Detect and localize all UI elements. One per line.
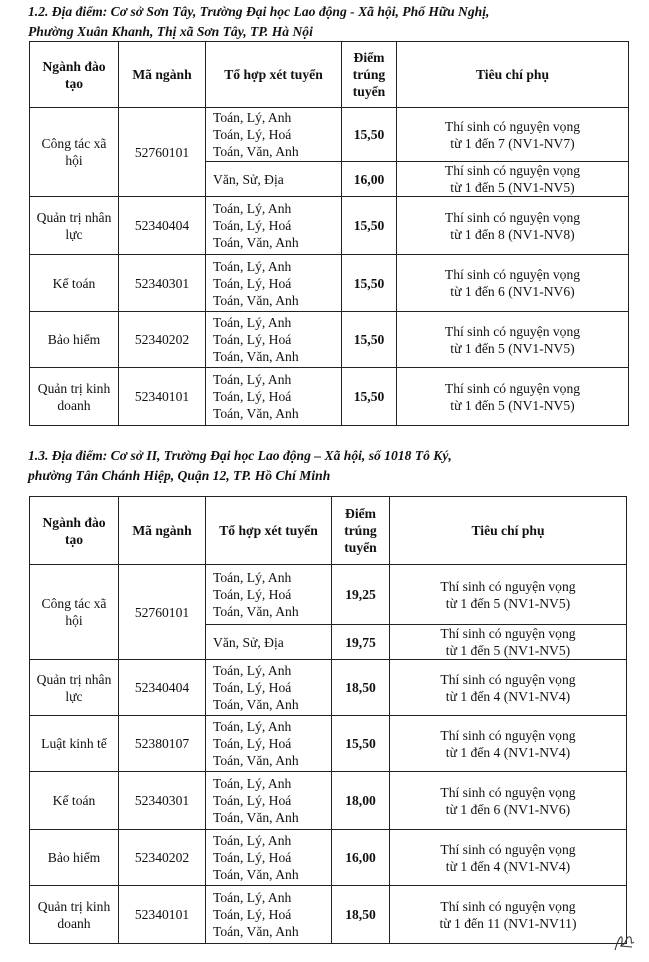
subject-combinations bbox=[206, 660, 332, 716]
subject-combination: Toán, Lý, Anh bbox=[213, 833, 292, 848]
admission-score: 15,50 bbox=[342, 255, 397, 312]
criteria-line1: Thí sinh có nguyện vọng bbox=[444, 163, 581, 178]
subject-combination: Toán, Lý, Hoá bbox=[213, 736, 292, 751]
admission-score: 15,50 bbox=[342, 312, 397, 368]
header-combination: Tổ hợp xét tuyển bbox=[206, 497, 332, 565]
major-name: Kế toán bbox=[30, 255, 119, 312]
table-row bbox=[30, 197, 629, 255]
subject-combination: Toán, Văn, Anh bbox=[213, 867, 299, 882]
admission-score: 19,25 bbox=[332, 565, 390, 625]
criteria-line1: Thí sinh có nguyện vọng bbox=[444, 209, 581, 225]
section-heading-line2: phường Tân Chánh Hiệp, Quận 12, TP. Hồ Chí Minh bbox=[28, 468, 331, 483]
secondary-criteria bbox=[397, 255, 629, 312]
subject-combination: Toán, Lý, Anh bbox=[213, 570, 292, 585]
subject-combination: Toán, Lý, Hoá bbox=[213, 389, 292, 404]
criteria-line2: từ 1 đến 5 (NV1-NV5) bbox=[445, 643, 571, 658]
table-row bbox=[30, 772, 627, 830]
major-name: Luật kinh tế bbox=[30, 716, 119, 772]
subject-combination: Toán, Văn, Anh bbox=[213, 144, 299, 159]
admission-table-son-tay bbox=[29, 41, 629, 426]
subject-combination: Toán, Văn, Anh bbox=[213, 924, 299, 939]
subject-combinations bbox=[206, 368, 342, 426]
criteria-line1: Thí sinh có nguyện vọng bbox=[440, 578, 576, 594]
secondary-criteria bbox=[397, 197, 629, 255]
secondary-criteria bbox=[390, 625, 627, 660]
subject-combination: Toán, Lý, Hoá bbox=[213, 850, 292, 865]
subject-combination: Toán, Lý, Hoá bbox=[213, 275, 292, 291]
subject-combination: Toán, Lý, Anh bbox=[213, 110, 292, 125]
criteria-line1: Thí sinh có nguyện vọng bbox=[444, 323, 581, 339]
admission-score: 19,75 bbox=[332, 625, 390, 660]
subject-combinations bbox=[206, 197, 342, 255]
major-name: Quản trị nhân lực bbox=[30, 660, 119, 716]
subject-combination: Toán, Lý, Anh bbox=[213, 719, 292, 734]
major-code: 52760101 bbox=[119, 565, 206, 660]
table-row bbox=[30, 886, 627, 944]
table-row bbox=[30, 368, 629, 426]
secondary-criteria bbox=[397, 368, 629, 426]
criteria-line2: từ 1 đến 5 (NV1-NV5) bbox=[450, 180, 575, 195]
subject-combination: Toán, Lý, Anh bbox=[213, 258, 292, 274]
admission-score: 18,50 bbox=[332, 660, 390, 716]
subject-combination: Toán, Lý, Anh bbox=[213, 201, 292, 216]
subject-combinations bbox=[206, 312, 342, 368]
section-heading-line2: Phường Xuân Khanh, Thị xã Sơn Tây, TP. Hà Nội bbox=[28, 24, 313, 39]
subject-combination: Toán, Lý, Hoá bbox=[213, 907, 292, 922]
major-code: 52340202 bbox=[119, 830, 206, 886]
criteria-line2: từ 1 đến 8 (NV1-NV8) bbox=[450, 226, 575, 242]
subject-combinations bbox=[206, 255, 342, 312]
table-header-row bbox=[30, 497, 627, 565]
criteria-line1: Thí sinh có nguyện vọng bbox=[440, 898, 576, 914]
subject-combination: Toán, Lý, Anh bbox=[213, 776, 292, 791]
secondary-criteria bbox=[390, 565, 627, 625]
subject-combination: Toán, Văn, Anh bbox=[213, 753, 299, 768]
table-row bbox=[30, 830, 627, 886]
subject-combinations bbox=[206, 772, 332, 830]
subject-combination: Toán, Văn, Anh bbox=[213, 810, 299, 825]
major-name: Công tác xã hội bbox=[30, 565, 119, 660]
subject-combination: Toán, Văn, Anh bbox=[213, 406, 299, 421]
major-code: 52340301 bbox=[119, 255, 206, 312]
subject-combination: Toán, Văn, Anh bbox=[213, 292, 299, 308]
secondary-criteria bbox=[390, 886, 627, 944]
criteria-line2: từ 1 đến 11 (NV1-NV11) bbox=[439, 915, 577, 931]
subject-combination: Toán, Lý, Hoá bbox=[213, 793, 292, 808]
subject-combination: Văn, Sử, Địa bbox=[213, 171, 284, 187]
initials-signature-icon bbox=[612, 928, 638, 954]
header-score: Điểm trúng tuyển bbox=[332, 497, 390, 565]
subject-combination: Toán, Lý, Hoá bbox=[213, 587, 292, 602]
major-code: 52340301 bbox=[119, 772, 206, 830]
admission-score: 15,50 bbox=[342, 108, 397, 162]
criteria-line1: Thí sinh có nguyện vọng bbox=[444, 118, 581, 134]
section-1-3-heading bbox=[28, 446, 628, 486]
subject-combination: Toán, Lý, Hoá bbox=[213, 218, 292, 233]
subject-combinations bbox=[206, 716, 332, 772]
subject-combination: Toán, Lý, Anh bbox=[213, 315, 292, 330]
major-name: Công tác xã hội bbox=[30, 108, 119, 197]
subject-combination: Toán, Văn, Anh bbox=[213, 235, 299, 250]
subject-combination: Văn, Sử, Địa bbox=[213, 634, 284, 650]
secondary-criteria bbox=[390, 660, 627, 716]
section-heading-line1: 1.2. Địa điểm: Cơ sở Sơn Tây, Trường Đại học Lao động - Xã hội, Phố Hữu Nghị, bbox=[28, 4, 490, 19]
major-name: Quản trị kinh doanh bbox=[30, 886, 119, 944]
secondary-criteria bbox=[390, 716, 627, 772]
table-row bbox=[30, 660, 627, 716]
major-name: Quản trị kinh doanh bbox=[30, 368, 119, 426]
criteria-line1: Thí sinh có nguyện vọng bbox=[444, 267, 581, 282]
header-code: Mã ngành bbox=[119, 42, 206, 108]
admission-table-ho-chi-minh bbox=[29, 496, 627, 944]
criteria-line1: Thí sinh có nguyện vọng bbox=[440, 727, 576, 743]
header-criteria: Tiêu chí phụ bbox=[397, 42, 629, 108]
criteria-line2: từ 1 đến 6 (NV1-NV6) bbox=[450, 284, 575, 299]
subject-combination: Toán, Lý, Hoá bbox=[213, 127, 292, 142]
major-code: 52340101 bbox=[119, 886, 206, 944]
major-code: 52380107 bbox=[119, 716, 206, 772]
criteria-line2: từ 1 đến 4 (NV1-NV4) bbox=[445, 688, 571, 704]
admission-score: 18,50 bbox=[332, 886, 390, 944]
section-1-2-heading bbox=[28, 2, 628, 42]
criteria-line2: từ 1 đến 4 (NV1-NV4) bbox=[445, 744, 571, 760]
subject-combinations bbox=[206, 886, 332, 944]
subject-combinations bbox=[206, 108, 342, 162]
header-major: Ngành đào tạo bbox=[30, 42, 119, 108]
criteria-line2: từ 1 đến 7 (NV1-NV7) bbox=[450, 135, 575, 151]
table-row bbox=[30, 255, 629, 312]
table-row bbox=[30, 312, 629, 368]
subject-combination: Toán, Lý, Anh bbox=[213, 372, 292, 387]
subject-combination: Toán, Văn, Anh bbox=[213, 697, 299, 712]
subject-combination: Toán, Lý, Anh bbox=[213, 663, 292, 678]
major-code: 52340202 bbox=[119, 312, 206, 368]
subject-combination: Toán, Văn, Anh bbox=[213, 604, 299, 619]
major-code: 52340101 bbox=[119, 368, 206, 426]
admission-score: 15,50 bbox=[342, 197, 397, 255]
subject-combinations bbox=[206, 162, 342, 197]
header-combination: Tổ hợp xét tuyển bbox=[206, 42, 342, 108]
major-code: 52760101 bbox=[119, 108, 206, 197]
criteria-line1: Thí sinh có nguyện vọng bbox=[444, 380, 581, 396]
admission-score: 18,00 bbox=[332, 772, 390, 830]
criteria-line2: từ 1 đến 6 (NV1-NV6) bbox=[445, 801, 571, 817]
major-name: Bảo hiểm bbox=[30, 830, 119, 886]
criteria-line2: từ 1 đến 5 (NV1-NV5) bbox=[450, 397, 575, 413]
admission-score: 15,50 bbox=[342, 368, 397, 426]
major-code: 52340404 bbox=[119, 197, 206, 255]
header-score: Điểm trúng tuyển bbox=[342, 42, 397, 108]
secondary-criteria bbox=[397, 162, 629, 197]
subject-combinations bbox=[206, 565, 332, 625]
major-name: Quản trị nhân lực bbox=[30, 197, 119, 255]
header-code: Mã ngành bbox=[119, 497, 206, 565]
subject-combination: Toán, Lý, Anh bbox=[213, 890, 292, 905]
criteria-line2: từ 1 đến 5 (NV1-NV5) bbox=[450, 340, 575, 356]
subject-combinations bbox=[206, 830, 332, 886]
major-name: Kế toán bbox=[30, 772, 119, 830]
header-criteria: Tiêu chí phụ bbox=[390, 497, 627, 565]
table-row bbox=[30, 565, 627, 625]
subject-combination: Toán, Lý, Hoá bbox=[213, 332, 292, 347]
criteria-line1: Thí sinh có nguyện vọng bbox=[440, 626, 576, 641]
major-name: Bảo hiểm bbox=[30, 312, 119, 368]
subject-combination: Toán, Lý, Hoá bbox=[213, 680, 292, 695]
major-code: 52340404 bbox=[119, 660, 206, 716]
table-row bbox=[30, 108, 629, 162]
subject-combinations bbox=[206, 625, 332, 660]
criteria-line1: Thí sinh có nguyện vọng bbox=[440, 784, 576, 800]
criteria-line2: từ 1 đến 5 (NV1-NV5) bbox=[445, 595, 571, 611]
criteria-line2: từ 1 đến 4 (NV1-NV4) bbox=[445, 858, 571, 874]
secondary-criteria bbox=[390, 772, 627, 830]
table-header-row bbox=[30, 42, 629, 108]
admission-score: 16,00 bbox=[342, 162, 397, 197]
subject-combination: Toán, Văn, Anh bbox=[213, 349, 299, 364]
admission-score: 15,50 bbox=[332, 716, 390, 772]
header-major: Ngành đào tạo bbox=[30, 497, 119, 565]
table-row bbox=[30, 716, 627, 772]
section-heading-line1: 1.3. Địa điểm: Cơ sở II, Trường Đại học Lao động – Xã hội, số 1018 Tô Ký, bbox=[28, 448, 452, 463]
admission-score: 16,00 bbox=[332, 830, 390, 886]
criteria-line1: Thí sinh có nguyện vọng bbox=[440, 671, 576, 687]
criteria-line1: Thí sinh có nguyện vọng bbox=[440, 841, 576, 857]
secondary-criteria bbox=[397, 108, 629, 162]
secondary-criteria bbox=[390, 830, 627, 886]
secondary-criteria bbox=[397, 312, 629, 368]
